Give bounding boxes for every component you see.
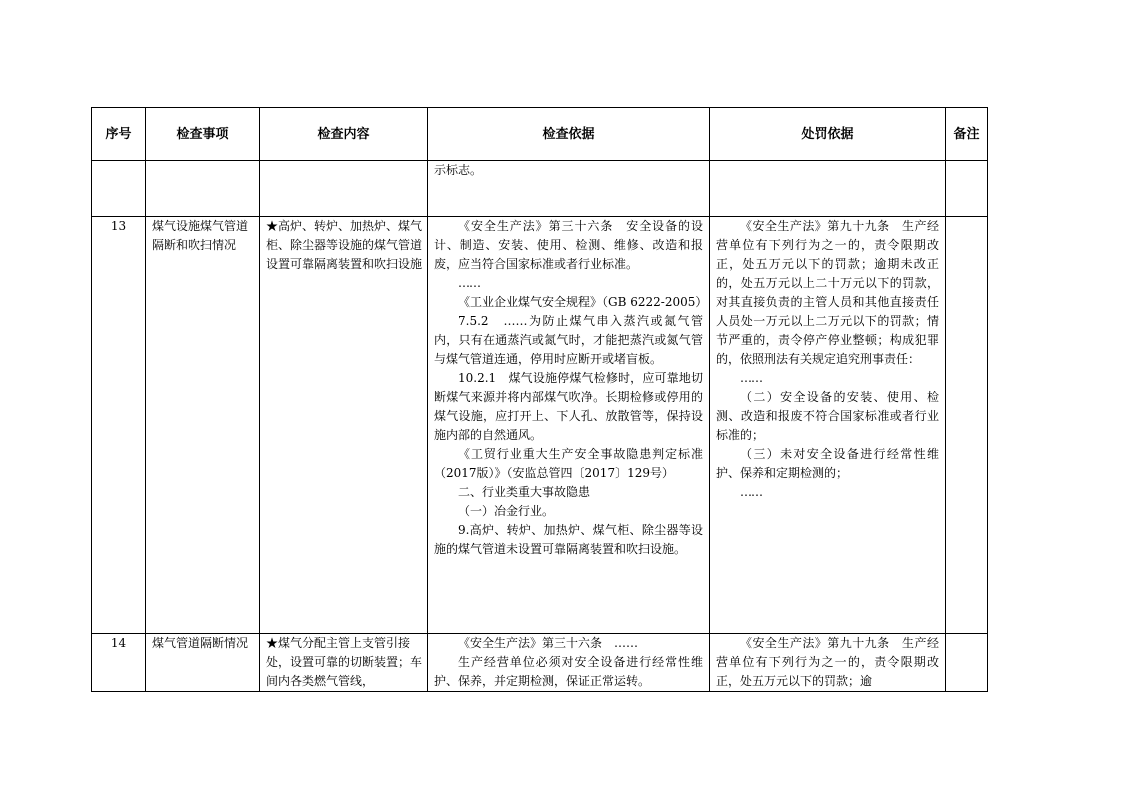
row13-basis-p4: 7.5.2 ……为防止煤气串入蒸汽或氮气管内，只有在通蒸汽或氮气时，才能把蒸汽或氮气管与煤气管道连通，停用时应断开或堵盲板。 [434,314,703,366]
row13-basis-p5: 10.2.1 煤气设施停煤气检修时，应可靠地切断煤气来源并将内部煤气吹净。长期检修或停用的煤气设施，应打开上、下人孔、放散管等，保持设施内部的自然通风。 [434,371,703,442]
cont-penalty [710,161,946,217]
header-item: 检查事项 [146,108,260,161]
row14-basis [428,634,710,692]
row13-item [146,217,260,634]
row13-basis-p7: 二、行业类重大事故隐患 [458,485,591,499]
cont-basis [428,161,710,217]
row13-note [946,217,988,634]
header-note: 备注 [946,108,988,161]
cont-seq [92,161,146,217]
row13-seq: 13 [92,217,146,634]
row14-seq: 14 [92,634,146,692]
cont-note [946,161,988,217]
row13-basis-p8: （一）冶金行业。 [458,504,555,518]
row14-item-text: 煤气管道隔断情况 [152,636,249,650]
header-penalty: 处罚依据 [710,108,946,161]
row13-penalty-p3: （二）安全设备的安装、使用、检测、改造和报废不符合国家标准或者行业标准的； [716,390,939,442]
row13-content-text: ★高炉、转炉、加热炉、煤气柜、除尘器等设施的煤气管道设置可靠隔离装置和吹扫设施 [266,219,423,271]
row14-note [946,634,988,692]
cont-content [260,161,428,217]
row14-penalty-p1: 《安全生产法》第九十九条 生产经营单位有下列行为之一的，责令限期改正，处五万元以下的罚款；逾 [716,636,939,688]
row13-basis-p3: 《工业企业煤气安全规程》（GB 6222-2005） [458,295,708,309]
row14-item [146,634,260,692]
row13-basis-p9: 9.高炉、转炉、加热炉、煤气柜、除尘器等设施的煤气管道未设置可靠隔离装置和吹扫设施。 [434,523,703,556]
row14-penalty [710,634,946,692]
table-row-continued [92,161,988,217]
row13-penalty-p4: （三）未对安全设备进行经常性维护、保养和定期检测的； [716,447,939,480]
row13-basis [428,217,710,634]
row13-penalty-p1: 《安全生产法》第九十九条 生产经营单位有下列行为之一的，责令限期改正，处五万元以下的罚款；逾期未改正的，处五万元以上二十万元以下的罚款，对其直接负责的主管人员和其他直接责任人员处一万元以上二万元以下的罚款；情节严重的，责令停产停业整顿；构成犯罪的，依照刑法有关规定追究刑事责任： [716,219,939,366]
row13-basis-p6: 《工贸行业重大生产安全事故隐患判定标准（2017版）》（安监总管四〔2017〕129号） [434,447,703,480]
row13-penalty [710,217,946,634]
row14-basis-p2: 生产经营单位必须对安全设备进行经常性维护、保养，并定期检测，保证正常运转。 [434,655,703,688]
inspection-table [91,107,988,692]
header-content: 检查内容 [260,108,428,161]
header-basis: 检查依据 [428,108,710,161]
row14-content [260,634,428,692]
header-seq: 序号 [92,108,146,161]
cont-item [146,161,260,217]
row14-basis-p1: 《安全生产法》第三十六条 …… [458,636,639,650]
table-row-14 [92,634,988,692]
cont-basis-text: 示标志。 [434,163,483,177]
table-row-13 [92,217,988,634]
row13-content [260,217,428,634]
row14-content-text: ★煤气分配主管上支管引接处，设置可靠的切断装置；车间内各类燃气管线， [266,636,423,688]
row13-penalty-p2: …… [740,371,762,385]
row13-penalty-p5: …… [740,485,762,499]
header-row [92,108,988,161]
row13-item-text: 煤气设施煤气管道隔断和吹扫情况 [152,219,249,252]
row13-basis-p1: 《安全生产法》第三十六条 安全设备的设计、制造、安装、使用、检测、维修、改造和报废，应当符合国家标准或者行业标准。 [434,219,703,271]
row13-basis-p2: …… [458,276,480,290]
